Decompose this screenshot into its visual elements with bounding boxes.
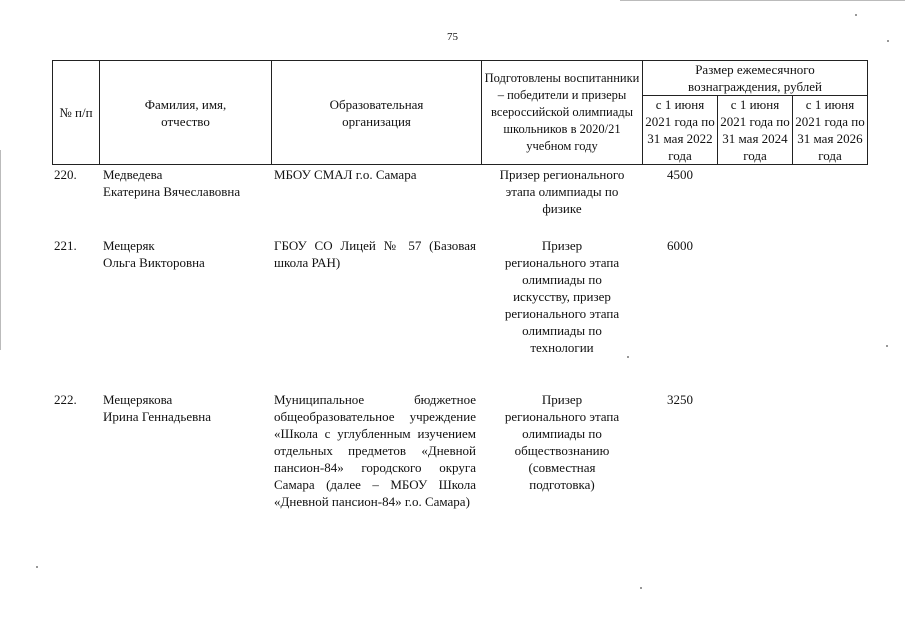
scan-speck [627, 356, 629, 358]
scan-speck [886, 345, 888, 347]
header-name: Фамилия, имя, отчество [100, 61, 272, 165]
page-number: 75 [447, 31, 458, 43]
header-number: № п/п [53, 61, 100, 165]
scan-speck [640, 587, 642, 589]
header-achievement: Подготовлены воспитанники – победители и призеры всероссийской олимпиады школьников в 2020/21 учебном году [482, 61, 643, 165]
row-organization: ГБОУ СО Лицей № 57 (Базовая школа РАН) [274, 238, 476, 270]
row-number: 221. [54, 238, 77, 253]
row-surname: Мещерякова [103, 392, 173, 407]
row-name [103, 237, 273, 271]
scan-edge-line [0, 150, 1, 350]
header-organization: Образовательная организация [272, 61, 482, 165]
scan-speck [36, 566, 38, 568]
row-number: 222. [54, 392, 77, 407]
row-number: 220. [54, 167, 77, 182]
header-period-2026: с 1 июня 2021 года по 31 мая 2026 года [793, 96, 868, 165]
row-amount: 4500 [667, 167, 693, 182]
scan-edge-line [620, 0, 905, 1]
row-achievement: Призер регионального этапа олимпиады по физике [499, 167, 625, 216]
row-surname: Медведева [103, 167, 163, 182]
header-period-2022: с 1 июня 2021 года по 31 мая 2022 года [643, 96, 718, 165]
row-given-names: Ольга Викторовна [103, 255, 205, 270]
scan-speck [855, 14, 857, 16]
header-period-2024: с 1 июня 2021 года по 31 мая 2024 года [718, 96, 793, 165]
row-achievement: Призер регионального этапа олимпиады по искусству, призер регионального этапа олимпиады по технологии [504, 238, 620, 355]
table-header [52, 60, 868, 165]
row-name [103, 391, 273, 425]
header-reward: Размер ежемесячного вознаграждения, рублей [643, 61, 868, 96]
row-name [103, 166, 273, 200]
row-amount: 3250 [667, 392, 693, 407]
row-achievement: Призер регионального этапа олимпиады по обществознанию (совместная подготовка) [504, 392, 620, 492]
row-amount: 6000 [667, 238, 693, 253]
row-given-names: Ирина Геннадьевна [103, 409, 211, 424]
row-given-names: Екатерина Вячеславовна [103, 184, 241, 199]
row-organization: МБОУ СМАЛ г.о. Самара [274, 167, 417, 182]
row-organization: Муниципальное бюджетное общеобразовательное учреждение «Школа с углубленным изучением отдельных предметов «Дневной пансион-84» городского округа Самара (далее – МБОУ Школа «Дневной пансион-84» г.о. Самара) [274, 392, 476, 509]
row-surname: Мещеряк [103, 238, 155, 253]
